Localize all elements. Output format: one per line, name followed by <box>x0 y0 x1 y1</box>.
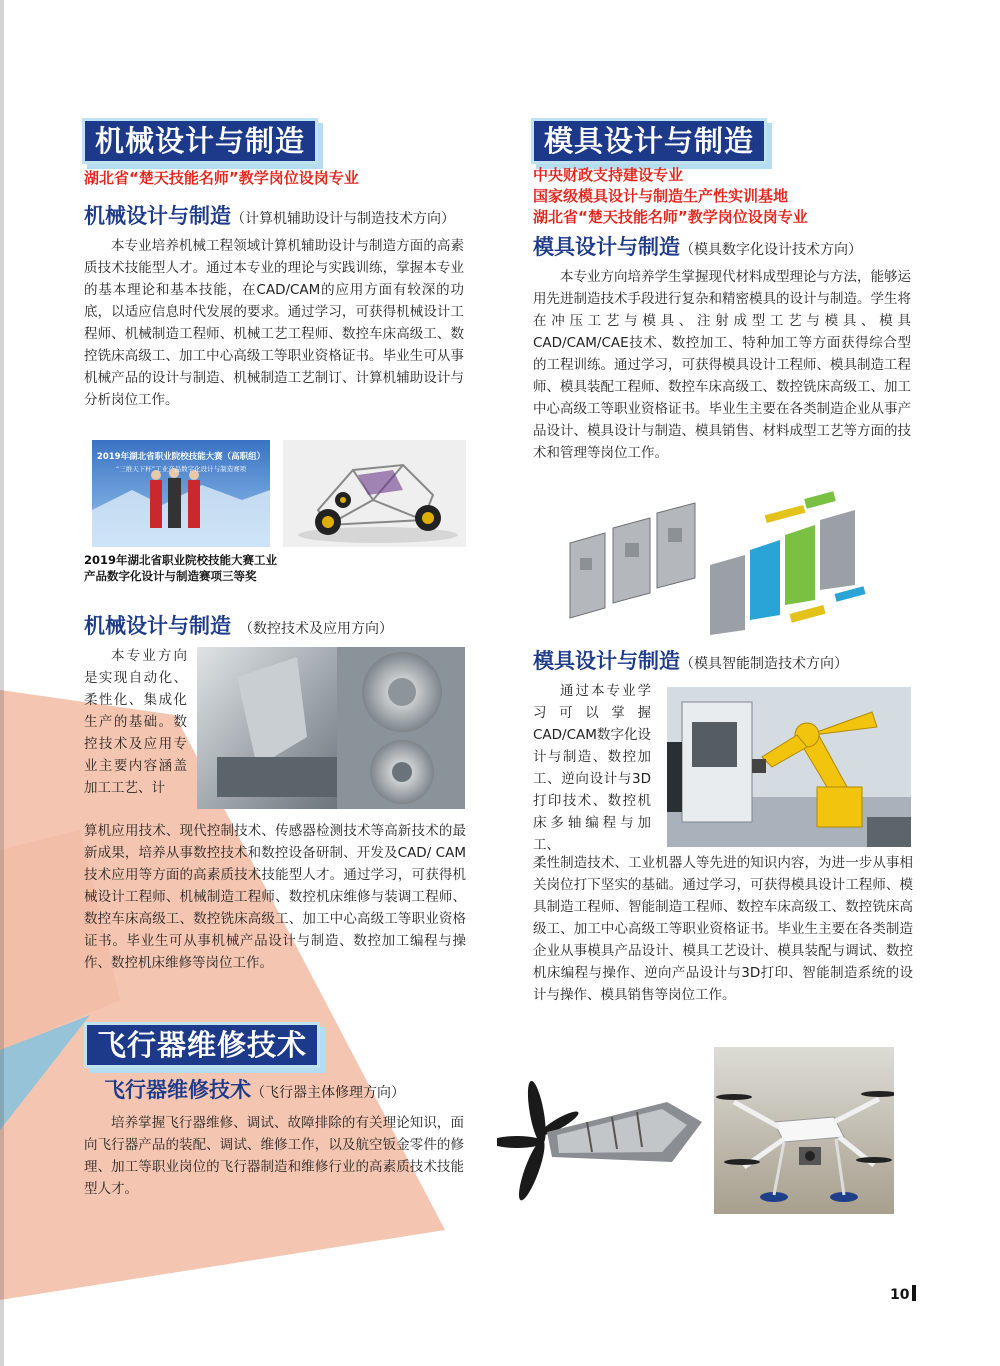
banner-text-1: 2019年湖北省职业院校技能大赛（高职组） <box>96 452 266 462</box>
section-title-mechanical: 机械设计与制造 <box>82 118 318 164</box>
banner-text-2: “三维天下杯”工业产品数字化设计与制造赛项 <box>115 465 247 473</box>
mold-exploded-color-image <box>705 490 875 635</box>
industrial-robot-image <box>667 687 911 847</box>
mold-exploded-gray-image <box>565 498 705 626</box>
red-highlight-line-3: 湖北省“楚天技能名师”教学岗位设岗专业 <box>533 208 808 226</box>
drone-image <box>714 1047 894 1214</box>
paragraph-cnc-narrow: 本专业方向是实现自动化、柔性化、集成化生产的基础。数控技术及应用专业主要内容涵盖加工工艺、计 <box>84 648 187 796</box>
section-title-aircraft: 飞行器维修技术 <box>84 1022 320 1068</box>
subsection-heading-mold-smart <box>533 647 848 678</box>
aircraft-engine-image <box>497 1077 705 1213</box>
subsection-direction: （计算机辅助设计与制造技术方向） <box>231 211 455 227</box>
red-highlight-line: 湖北省“楚天技能名师”教学岗位设岗专业 <box>84 169 359 187</box>
red-highlight-line-2: 国家级模具设计与制造生产性实训基地 <box>533 187 789 205</box>
vehicle-frame-image <box>283 440 466 547</box>
subsection-direction: （模具数字化设计技术方向） <box>680 242 862 258</box>
subsection-heading <box>84 202 455 233</box>
competition-caption: 2019年湖北省职业院校技能大赛工业产品数字化设计与制造赛项三等奖 <box>84 553 278 583</box>
subsection-title: 机械设计与制造 <box>84 204 231 228</box>
paragraph-mold-smart-narrow: 通过本专业学习可以掌握CAD/CAM数字化设计与制造、数控加工、逆向设计与3D打印技术、数控机床多轴编程与加工、 <box>533 683 651 853</box>
red-highlight-line-1: 中央财政支持建设专业 <box>533 166 684 184</box>
paragraph-mold-digital: 本专业方向培养学生掌握现代材料成型理论与方法，能够运用先进制造技术手段进行复杂和精密模具的设计与制造。学生将在冲压工艺与模具、注射成型工艺与模具、模具CAD/CAM/CAE技术、数控加工、特种加工等方面获得综合型的工程训练。通过学习，可获得模具设计工程师、模具制造工程师、模具装配工程师、数控车床高级工、数控铣床高级工、加工中心高级工等职业资格证书。毕业生主要在各类制造企业从事产品设计、模具设计与制造、模具销售、材料成型工艺等方面的技术和管理等岗位工作。 <box>533 269 911 461</box>
subsection-heading-aircraft <box>104 1076 405 1107</box>
subsection-title: 模具设计与制造 <box>533 649 680 673</box>
paragraph-cnc-wide: 算机应用技术、现代控制技术、传感器检测技术等高新技术的最新成果，培养从事数控技术和数控设备研制、开发及CAD/ CAM技术应用等方面的高素质技术技能型人才。通过学习，可获得机械设计工程师、机械制造工程师、数控机床维修与装调工程师、数控车床高级工、数控铣床高级工、加工中心高级工等职业资格证书。毕业生可从事机械产品设计与制造、数控加工编程与操作、数控机床维修等岗位工作。 <box>84 823 466 971</box>
paragraph-aircraft: 培养掌握飞行器维修、调试、故障排除的有关理论知识，面向飞行器产品的装配、调试、维修工作，以及航空钣金零件的修理、加工等职业岗位的飞行器制造和维修行业的高素质技术技能型人才。 <box>84 1115 464 1197</box>
subsection-heading-cnc <box>84 612 393 643</box>
page-number: 10 <box>890 1285 916 1303</box>
paragraph-mold-smart-wide: 柔性制造技术、工业机器人等先进的知识内容，为进一步从事相关岗位打下坚实的基础。通过学习，可获得模具设计工程师、模具制造工程师、智能制造工程师、数控车床高级工、数控铣床高级工、加工中心高级工等职业资格证书。毕业生主要在各类制造企业从事模具产品设计、模具工艺设计、模具装配与调试、数控机床编程与操作、逆向产品设计与3D打印、智能制造系统的设计与操作、模具销售等岗位工作。 <box>533 855 913 1003</box>
subsection-heading-mold-digital <box>533 233 862 264</box>
subsection-direction: （数控技术及应用方向） <box>239 621 393 637</box>
paragraph-cad-cam: 本专业培养机械工程领域计算机辅助设计与制造方面的高素质技术技能型人才。通过本专业的理论与实践训练，掌握本专业的基本理论和基本技能，在CAD/CAM的应用方面有较深的功底，以适应信息时代发展的要求。通过学习，可获得机械设计工程师、机械制造工程师、机械工艺工程师、数控车床高级工、数控铣床高级工、加工中心高级工等职业资格证书。毕业生可从事机械产品的设计与制造、机械制造工艺制订、计算机辅助设计与分析岗位工作。 <box>84 238 464 408</box>
subsection-direction: （模具智能制造技术方向） <box>680 656 848 672</box>
subsection-title: 机械设计与制造 <box>84 614 231 638</box>
cnc-machining-image <box>197 647 465 809</box>
subsection-title: 飞行器维修技术 <box>104 1078 251 1102</box>
subsection-direction: （飞行器主体修理方向） <box>251 1085 405 1101</box>
section-title-mold: 模具设计与制造 <box>531 118 767 164</box>
competition-photo <box>92 440 270 547</box>
subsection-title: 模具设计与制造 <box>533 235 680 259</box>
